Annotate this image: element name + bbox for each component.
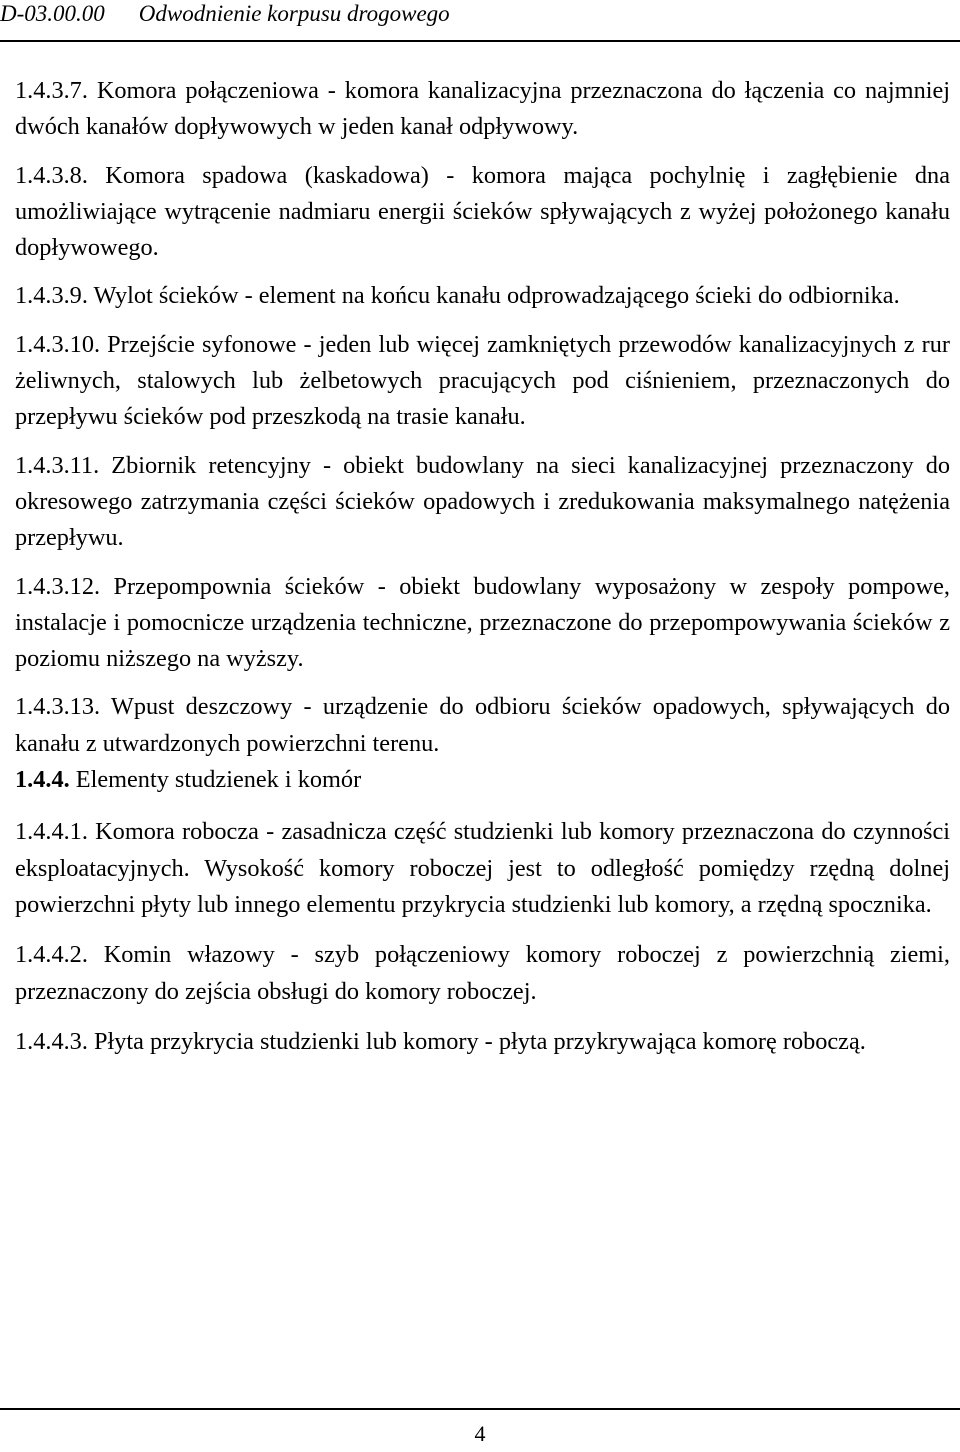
page-header bbox=[0, 0, 960, 42]
paragraph-number: 1.4.3.7. bbox=[15, 77, 88, 104]
paragraph-text: Komora spadowa (kaskadowa) - komora mająca pochylnię i zagłębienie dna umożliwiające wytrącenie nadmiaru energii ścieków spływających z wyżej położonego kanału dopływowego. bbox=[15, 161, 950, 262]
paragraph-text: Wylot ścieków - element na końcu kanału odprowadzającego ścieki do odbiornika. bbox=[93, 282, 900, 310]
paragraph-text: Komin włazowy - szyb połączeniowy komory roboczej z powierzchnią ziemi, przeznaczony do zejścia obsługi do komory roboczej. bbox=[15, 941, 950, 1005]
paragraph-number: 1.4.3.9. bbox=[15, 282, 88, 310]
paragraph-text: Przepompownia ścieków - obiekt budowlany wyposażony w zespoły pompowe, instalacje i pomocnicze urządzenia techniczne, przeznaczone do przepompowywania ścieków z poziomu niższego na wyższy. bbox=[15, 572, 950, 673]
paragraph-1-4-4-2 bbox=[15, 937, 950, 1010]
paragraph-number: 1.4.4.3. bbox=[15, 1027, 88, 1055]
header-text bbox=[0, 0, 450, 28]
document-title: Odwodnienie korpusu drogowego bbox=[138, 1, 450, 26]
paragraph-text: Płyta przykrycia studzienki lub komory - płyta przykrywająca komorę roboczą. bbox=[93, 1027, 866, 1055]
paragraph-number: 1.4.4.2. bbox=[15, 941, 88, 969]
paragraph-1-4-3-7 bbox=[15, 73, 950, 146]
paragraph-text: Komora połączeniowa - komora kanalizacyjna przeznaczona do łączenia co najmniej dwóch kanałów dopływowych w jeden kanał odpływowy. bbox=[15, 77, 951, 141]
paragraph-1-4-3-10 bbox=[15, 327, 950, 436]
paragraph-number: 1.4.4.1. bbox=[15, 818, 88, 846]
document-code: D-03.00.00 bbox=[0, 1, 105, 26]
paragraph-1-4-3-13 bbox=[15, 689, 950, 762]
paragraph-text: Przejście syfonowe - jeden lub więcej zamkniętych przewodów kanalizacyjnych z rur żeliwnych, stalowych lub żelbetowych pracujących pod ciśnieniem, przeznaczonych do przepływu ścieków pod przeszkodą na trasie kanału. bbox=[15, 330, 950, 431]
paragraph-number: 1.4.3.12. bbox=[15, 572, 101, 600]
paragraph-1-4-3-11 bbox=[15, 448, 950, 557]
paragraph-1-4-3-9 bbox=[15, 278, 950, 314]
section-heading-number: 1.4.4. bbox=[15, 766, 70, 794]
paragraph-1-4-3-12 bbox=[15, 569, 950, 678]
paragraph-text: Komora robocza - zasadnicza część studzienki lub komory przeznaczona do czynności eksploatacyjnych. Wysokość komory roboczej jest to odległość pomiędzy rzędną dolnej powierzchni płyty lub innego elementu przykrycia studzienki lub komory, a rzędną spocznika. bbox=[15, 818, 951, 918]
paragraph-number: 1.4.3.10. bbox=[15, 330, 101, 358]
document-body bbox=[15, 73, 950, 1060]
page-number: 4 bbox=[474, 1421, 486, 1446]
paragraph-1-4-4-1 bbox=[15, 814, 950, 923]
paragraph-number: 1.4.3.11. bbox=[15, 451, 100, 479]
paragraph-number: 1.4.3.8. bbox=[15, 161, 88, 189]
section-heading bbox=[15, 762, 950, 798]
paragraph-text: Wpust deszczowy - urządzenie do odbioru ścieków opadowych, spływających do kanału z utwardzonych powierzchni terenu. bbox=[15, 693, 950, 757]
paragraph-1-4-3-8 bbox=[15, 158, 950, 267]
page-footer bbox=[0, 1408, 960, 1446]
paragraph-number: 1.4.3.13. bbox=[15, 693, 101, 721]
paragraph-text: Zbiornik retencyjny - obiekt budowlany na sieci kanalizacyjnej przeznaczony do okresowego zatrzymania części ścieków opadowych i zredukowania maksymalnego natężenia przepływu. bbox=[15, 451, 950, 552]
paragraph-1-4-4-3 bbox=[15, 1024, 950, 1060]
section-heading-text: Elementy studzienek i komór bbox=[75, 766, 362, 794]
